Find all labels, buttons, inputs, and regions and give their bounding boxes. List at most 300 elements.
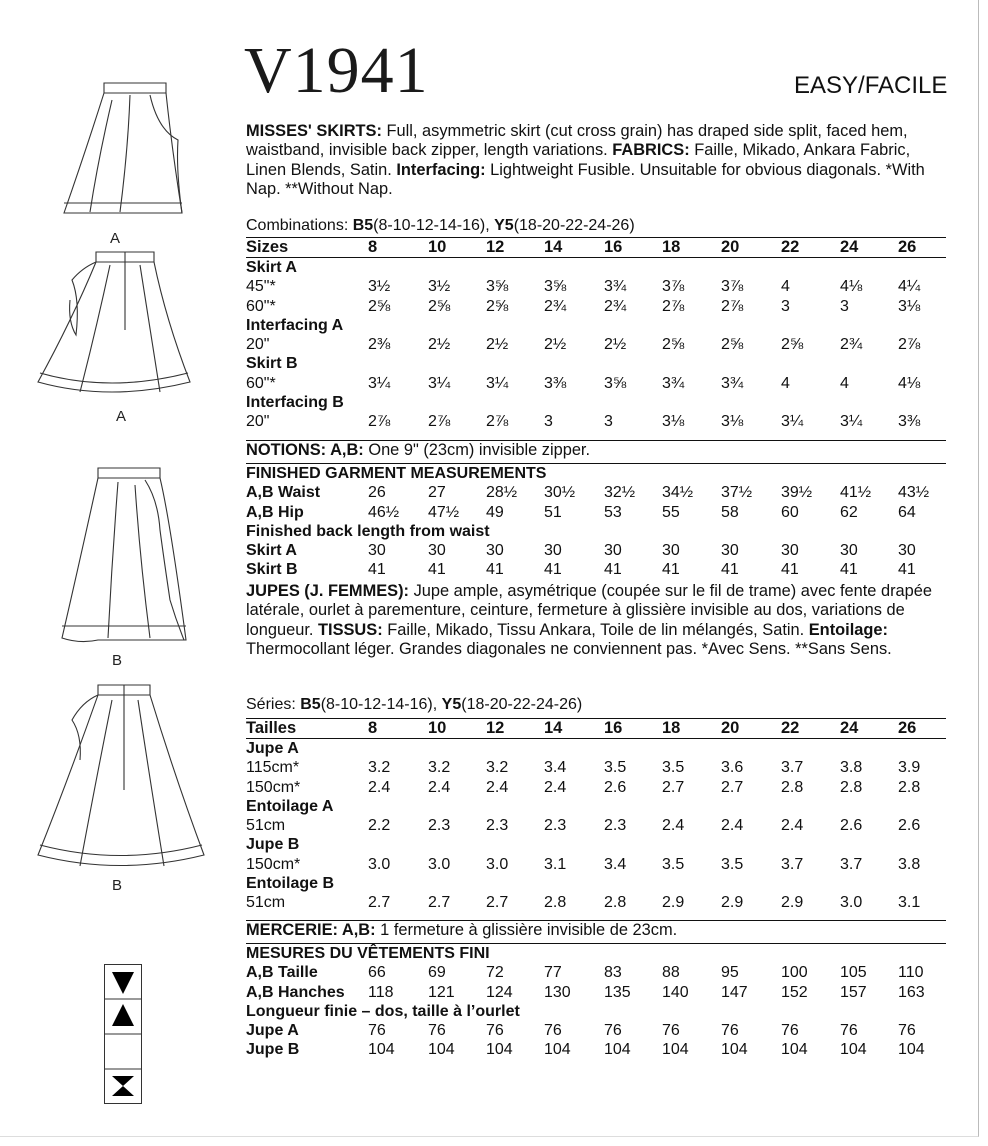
table-cell: 2⅜ — [368, 336, 391, 354]
table-cell: 3.2 — [428, 759, 451, 777]
table-cell: 3.8 — [898, 855, 921, 873]
text-run: Jupe ample, asymétrique (coupée sur le fil de trame) avec fente drapée latérale, ourlet à parementure, ceinture, fermeture à glissière invisible au dos, variations de longueur. — [246, 582, 932, 639]
table-cell: 41 — [368, 561, 386, 579]
table-row — [246, 963, 946, 982]
table-cell: 2.9 — [721, 894, 744, 912]
table-cell: 3¾ — [721, 374, 744, 392]
hourglass-icon — [112, 1076, 134, 1096]
table-cell: 2.7 — [368, 894, 391, 912]
table-cell: 157 — [840, 983, 867, 1001]
table-cell: 76 — [486, 1022, 504, 1040]
table-cell: 32½ — [604, 484, 636, 502]
table-cell: 105 — [840, 964, 867, 982]
table-cell: 95 — [721, 964, 739, 982]
table-cell: 2⅝ — [662, 336, 685, 354]
text-run: Full, asymmetric skirt (cut cross grain) has draped side split, faced hem, waistband, invisible back zipper, length variations. — [246, 122, 908, 160]
table-cell: 2¾ — [604, 297, 627, 315]
table-cell: 49 — [486, 503, 504, 521]
text-run: B5 — [300, 696, 321, 713]
table-cell: 4⅛ — [898, 374, 921, 392]
table-cell: 3.1 — [898, 894, 921, 912]
sketch-skirt-a-front — [64, 83, 182, 213]
table-cell: 147 — [721, 983, 748, 1001]
table-row — [246, 560, 946, 579]
text-run: Interfacing: — [396, 160, 486, 179]
table-cell: 3⅛ — [662, 413, 685, 431]
table-cell: 3¼ — [840, 413, 863, 431]
text-run: (18-20-22-24-26) — [513, 217, 635, 234]
row-label: A,B Waist — [246, 484, 321, 502]
table-cell: 2.3 — [486, 817, 509, 835]
text-run: TISSUS: — [318, 620, 383, 639]
table-cell: 2⅞ — [486, 413, 509, 431]
table-cell: 3 — [604, 413, 613, 431]
table-cell: 3⅞ — [662, 278, 685, 296]
table-cell: 2.3 — [604, 817, 627, 835]
table-cell: 104 — [368, 1041, 395, 1059]
table-cell: 3½ — [368, 278, 391, 296]
table-cell: 2.6 — [898, 817, 921, 835]
row-label: Skirt B — [246, 355, 298, 373]
triangle-up-icon — [112, 1004, 134, 1026]
table-cell: 47½ — [428, 503, 460, 521]
table-row — [246, 374, 946, 393]
table-cell: 104 — [781, 1041, 808, 1059]
sketch-skirt-b-back — [38, 685, 204, 866]
table-cell: 3⅝ — [486, 278, 509, 296]
text-run: JUPES (J. FEMMES): — [246, 582, 410, 600]
row-label: Longueur finie – dos, taille à l’ourlet — [246, 1002, 520, 1020]
table-cell: 135 — [604, 983, 631, 1001]
row-label: Jupe B — [246, 836, 300, 854]
size-header: 10 — [428, 719, 447, 737]
table-row — [246, 393, 946, 412]
table-cell: 104 — [486, 1041, 513, 1059]
table-cell: 100 — [781, 964, 808, 982]
table-cell: 3.4 — [604, 855, 627, 873]
table-row — [246, 463, 946, 483]
text-run: MERCERIE: A,B: — [246, 921, 376, 939]
table-cell: 4¼ — [898, 278, 921, 296]
table-cell: 3.6 — [721, 759, 744, 777]
text-run: Entoilage: — [808, 620, 888, 639]
text-run: Lightweight Fusible. Unsuitable for obvious diagonals. *With Nap. **Without Nap. — [246, 160, 925, 198]
table-cell: 2⅝ — [721, 336, 744, 354]
text-run: Y5 — [441, 696, 462, 713]
row-label: 45"* — [246, 278, 276, 296]
row-label: 51cm — [246, 817, 286, 835]
table-cell: 4 — [781, 374, 790, 392]
text-run: One 9" (23cm) invisible zipper. — [363, 441, 591, 459]
size-header: 20 — [721, 719, 740, 737]
table-cell: 2.4 — [662, 817, 685, 835]
table-cell: 2⅞ — [662, 297, 685, 315]
size-header: 26 — [898, 719, 917, 737]
table-cell: 3½ — [428, 278, 451, 296]
table-cell: 41 — [781, 561, 799, 579]
table-row — [246, 503, 946, 522]
table-cell: 104 — [604, 1041, 631, 1059]
table-cell: 3.1 — [544, 855, 567, 873]
table-cell: 2.8 — [840, 778, 863, 796]
table-cell: 41 — [428, 561, 446, 579]
table-cell: 2.2 — [368, 817, 391, 835]
table-row — [246, 277, 946, 296]
size-header: 12 — [486, 719, 505, 737]
table-cell: 30 — [721, 542, 739, 560]
row-label: 60"* — [246, 374, 276, 392]
table-row — [246, 797, 946, 816]
table-cell: 2⅝ — [781, 336, 804, 354]
table-row — [246, 483, 946, 502]
description-english — [246, 122, 951, 199]
row-label: Skirt A — [246, 542, 297, 560]
table-cell: 2.4 — [781, 817, 804, 835]
table-row — [246, 874, 946, 893]
table-cell: 30 — [662, 542, 680, 560]
table-cell: 3¼ — [428, 374, 451, 392]
text-run: (8-10-12-14-16), — [373, 217, 495, 234]
table-cell: 104 — [721, 1041, 748, 1059]
table-cell: 69 — [428, 964, 446, 982]
table-cell: 34½ — [662, 484, 694, 502]
table-cell: 3.5 — [662, 759, 685, 777]
row-label: Interfacing B — [246, 394, 344, 412]
row-label: Entoilage B — [246, 875, 335, 893]
table-cell: 2⅞ — [721, 297, 744, 315]
description-french — [246, 582, 951, 659]
table-cell: 30 — [428, 542, 446, 560]
size-header: 18 — [662, 238, 681, 256]
table-cell: 3.0 — [428, 855, 451, 873]
table-cell: 46½ — [368, 503, 400, 521]
table-cell: 3.0 — [368, 855, 391, 873]
table-row — [246, 412, 946, 431]
table-cell: 76 — [544, 1022, 562, 1040]
table-cell: 60 — [781, 503, 799, 521]
size-header: 14 — [544, 719, 563, 737]
table-cell: 3.7 — [781, 855, 804, 873]
notions-french — [246, 920, 946, 940]
table-row — [246, 739, 946, 758]
table-cell: 2.8 — [781, 778, 804, 796]
text-run: FABRICS: — [612, 141, 690, 160]
text-run: Faille, Mikado, Ankara Fabric, Linen Blends, Satin. — [246, 141, 911, 179]
table-cell: 2.4 — [486, 778, 509, 796]
table-cell: 104 — [840, 1041, 867, 1059]
table-cell: 3.2 — [368, 759, 391, 777]
finished-measurements-french — [246, 943, 946, 1060]
row-label: 20" — [246, 413, 270, 431]
table-cell: 2¾ — [544, 297, 567, 315]
table-cell: 2.6 — [840, 817, 863, 835]
table-cell: 104 — [428, 1041, 455, 1059]
table-cell: 2.8 — [604, 894, 627, 912]
text-run: B5 — [352, 217, 374, 234]
table-cell: 41 — [604, 561, 622, 579]
table-cell: 2⅞ — [368, 413, 391, 431]
table-cell: 2.6 — [604, 778, 627, 796]
table-cell: 27 — [428, 484, 446, 502]
table-cell: 2.7 — [662, 778, 685, 796]
yardage-table-french — [246, 718, 946, 913]
table-cell: 62 — [840, 503, 858, 521]
size-header: 10 — [428, 238, 447, 256]
table-cell: 3⅜ — [544, 374, 567, 392]
row-label: 51cm — [246, 894, 286, 912]
table-row — [246, 522, 946, 541]
table-cell: 2.4 — [368, 778, 391, 796]
table-cell: 55 — [662, 503, 680, 521]
table-cell: 41 — [486, 561, 504, 579]
table-cell: 3¾ — [604, 278, 627, 296]
table-cell: 3.4 — [544, 759, 567, 777]
table-row — [246, 316, 946, 335]
table-cell: 124 — [486, 983, 513, 1001]
table-cell: 3.7 — [840, 855, 863, 873]
size-header: 8 — [368, 719, 378, 737]
table-cell: 121 — [428, 983, 455, 1001]
table-cell: 2⅝ — [428, 297, 451, 315]
table-cell: 3.0 — [840, 894, 863, 912]
table-cell: 2⅝ — [486, 297, 509, 315]
notions-english — [246, 440, 946, 460]
table-row — [246, 758, 946, 777]
row-label: Jupe B — [246, 1041, 300, 1059]
table-cell: 28½ — [486, 484, 518, 502]
table-cell: 2.8 — [898, 778, 921, 796]
table-cell: 4 — [781, 278, 790, 296]
sketch-label-b: B — [112, 877, 123, 894]
table-row — [246, 237, 946, 258]
sketch-label-a: A — [110, 230, 121, 247]
table-cell: 53 — [604, 503, 622, 521]
table-cell: 30 — [781, 542, 799, 560]
table-cell: 118 — [368, 983, 394, 1001]
table-cell: 2⅞ — [898, 336, 921, 354]
table-cell: 2.9 — [662, 894, 685, 912]
row-label: Finished back length from waist — [246, 522, 490, 540]
table-row — [246, 816, 946, 835]
table-cell: 2.8 — [544, 894, 567, 912]
table-cell: 3¼ — [368, 374, 391, 392]
table-cell: 30 — [604, 542, 622, 560]
text-run: MISSES' SKIRTS: — [246, 122, 382, 140]
table-cell: 3.9 — [898, 759, 921, 777]
table-cell: 26 — [368, 484, 386, 502]
row-label: Skirt B — [246, 561, 298, 579]
text-run: 1 fermeture à glissière invisible de 23cm. — [375, 921, 678, 939]
table-cell: 104 — [898, 1041, 925, 1059]
table-cell: 30½ — [544, 484, 576, 502]
table-cell: 3⅞ — [721, 278, 744, 296]
table-cell: 3¾ — [662, 374, 685, 392]
row-label: 115cm* — [246, 759, 300, 777]
table-cell: 3.2 — [486, 759, 509, 777]
combinations-french — [246, 696, 582, 714]
text-run: Séries: — [246, 696, 301, 713]
yardage-table-english — [246, 237, 946, 432]
table-cell: 2½ — [486, 336, 509, 354]
table-row — [246, 354, 946, 373]
table-cell: 88 — [662, 964, 680, 982]
table-cell: 3.8 — [840, 759, 863, 777]
table-row — [246, 1002, 946, 1021]
size-header: 16 — [604, 719, 623, 737]
table-cell: 2.7 — [486, 894, 509, 912]
table-cell: 41 — [662, 561, 680, 579]
text-run: Y5 — [494, 217, 514, 234]
table-cell: 163 — [898, 983, 925, 1001]
row-label: FINISHED GARMENT MEASUREMENTS — [246, 465, 547, 482]
row-label: A,B Hip — [246, 503, 304, 521]
table-row — [246, 258, 946, 277]
size-header: 14 — [544, 238, 563, 256]
table-cell: 2.3 — [544, 817, 567, 835]
table-cell: 30 — [840, 542, 858, 560]
table-cell: 3⅛ — [721, 413, 744, 431]
table-cell: 2¾ — [840, 336, 863, 354]
table-row — [246, 893, 946, 912]
table-cell: 39½ — [781, 484, 813, 502]
row-label: Tailles — [246, 719, 297, 737]
table-cell: 76 — [428, 1022, 446, 1040]
table-cell: 152 — [781, 983, 808, 1001]
table-cell: 76 — [721, 1022, 739, 1040]
row-label: 150cm* — [246, 778, 301, 796]
table-cell: 76 — [781, 1022, 799, 1040]
table-cell: 2½ — [428, 336, 451, 354]
size-header: 24 — [840, 719, 859, 737]
table-cell: 76 — [840, 1022, 858, 1040]
row-label: 150cm* — [246, 855, 301, 873]
size-header: 16 — [604, 238, 623, 256]
table-cell: 2.9 — [781, 894, 804, 912]
table-cell: 51 — [544, 503, 562, 521]
sketch-skirt-a-back — [38, 252, 190, 392]
text-run: NOTIONS: A,B: — [246, 441, 364, 459]
table-cell: 3 — [781, 297, 790, 315]
size-header: 22 — [781, 238, 800, 256]
table-cell: 3.5 — [721, 855, 744, 873]
table-cell: 2.3 — [428, 817, 451, 835]
table-cell: 2.7 — [721, 778, 744, 796]
table-row — [246, 718, 946, 739]
table-cell: 2.4 — [428, 778, 451, 796]
table-cell: 3⅝ — [544, 278, 567, 296]
table-cell: 66 — [368, 964, 386, 982]
row-label: 20" — [246, 336, 270, 354]
table-cell: 41 — [544, 561, 562, 579]
table-cell: 76 — [898, 1022, 916, 1040]
table-cell: 2.4 — [721, 817, 744, 835]
row-label: Sizes — [246, 238, 289, 256]
table-cell: 4⅛ — [840, 278, 863, 296]
row-label: Skirt A — [246, 259, 297, 276]
text-run: Thermocollant léger. Grandes diagonales ne conviennent pas. *Avec Sens. **Sans Sens. — [246, 639, 892, 658]
sketch-label-a: A — [116, 408, 127, 425]
size-header: 20 — [721, 238, 740, 256]
row-label: 60"* — [246, 297, 276, 315]
table-cell: 140 — [662, 983, 689, 1001]
table-cell: 83 — [604, 964, 622, 982]
triangle-down-icon — [112, 972, 134, 994]
table-cell: 2⅝ — [368, 297, 391, 315]
print-symbols — [104, 964, 142, 1104]
size-header: 26 — [898, 238, 917, 256]
table-cell: 3⅜ — [898, 413, 921, 431]
table-row — [246, 778, 946, 797]
table-row — [246, 855, 946, 874]
table-cell: 3¼ — [781, 413, 804, 431]
table-cell: 3 — [840, 297, 849, 315]
table-cell: 30 — [368, 542, 386, 560]
table-row — [246, 541, 946, 560]
table-row — [246, 835, 946, 854]
table-cell: 2.7 — [428, 894, 451, 912]
text-run: (18-20-22-24-26) — [461, 696, 583, 713]
table-row — [246, 943, 946, 963]
table-cell: 104 — [544, 1041, 571, 1059]
pattern-number: V1941 — [244, 34, 429, 107]
table-cell: 30 — [898, 542, 916, 560]
combinations-english — [246, 217, 635, 235]
table-row — [246, 983, 946, 1002]
table-cell: 41 — [898, 561, 916, 579]
table-cell: 76 — [604, 1022, 622, 1040]
row-label: Interfacing A — [246, 316, 344, 334]
sketch-skirt-b-front — [62, 468, 186, 642]
row-label: Jupe A — [246, 740, 299, 757]
table-cell: 3.7 — [781, 759, 804, 777]
table-cell: 2.4 — [544, 778, 567, 796]
sketch-label-b: B — [112, 652, 123, 669]
finished-measurements-english — [246, 463, 946, 580]
table-row — [246, 1021, 946, 1040]
row-label: Entoilage A — [246, 797, 334, 815]
table-cell: 41 — [840, 561, 858, 579]
size-header: 8 — [368, 238, 378, 256]
row-label: A,B Hanches — [246, 983, 345, 1001]
table-cell: 3.5 — [662, 855, 685, 873]
size-header: 12 — [486, 238, 505, 256]
text-run: Faille, Mikado, Tissu Ankara, Toile de lin mélangés, Satin. — [382, 620, 809, 639]
table-cell: 3 — [544, 413, 553, 431]
table-cell: 43½ — [898, 484, 930, 502]
row-label: MESURES DU VÊTEMENTS FINI — [246, 945, 490, 962]
size-header: 22 — [781, 719, 800, 737]
text-run: Combinations: — [246, 217, 353, 234]
table-cell: 3⅛ — [898, 297, 921, 315]
table-cell: 110 — [898, 964, 924, 982]
text-run: (8-10-12-14-16), — [320, 696, 442, 713]
table-cell: 37½ — [721, 484, 753, 502]
table-cell: 64 — [898, 503, 916, 521]
skirt-sketches — [0, 0, 230, 960]
table-cell: 3.5 — [604, 759, 627, 777]
table-cell: 2⅞ — [428, 413, 451, 431]
table-cell: 76 — [662, 1022, 680, 1040]
table-cell: 2½ — [604, 336, 627, 354]
difficulty-level: EASY/FACILE — [794, 72, 948, 99]
table-cell: 30 — [544, 542, 562, 560]
table-cell: 104 — [662, 1041, 689, 1059]
table-cell: 4 — [840, 374, 849, 392]
table-cell: 41½ — [840, 484, 872, 502]
table-cell: 77 — [544, 964, 562, 982]
table-cell: 3.0 — [486, 855, 509, 873]
table-cell: 3⅝ — [604, 374, 627, 392]
